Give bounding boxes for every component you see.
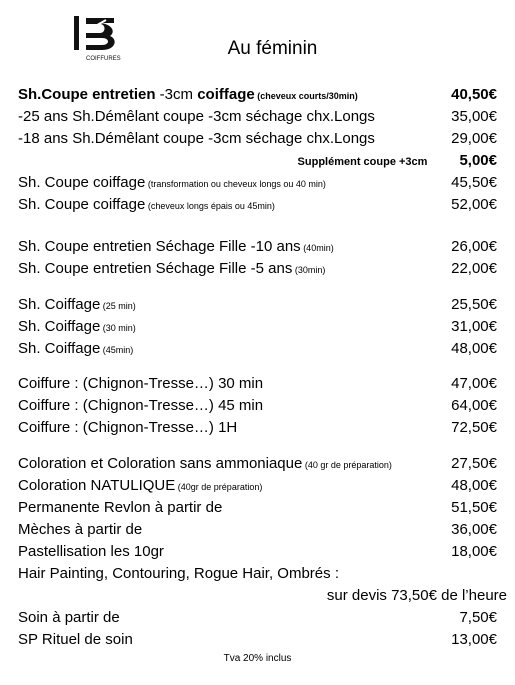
service-label: -25 ans Sh.Démêlant coupe -3cm séchage chx.Longs bbox=[18, 108, 375, 125]
service-price: 26,00€ bbox=[451, 238, 497, 255]
service-label bbox=[18, 260, 325, 277]
price-row bbox=[18, 340, 497, 362]
service-label bbox=[18, 477, 262, 494]
price-row bbox=[18, 196, 497, 218]
service-detail: -3cm bbox=[155, 86, 198, 103]
price-row bbox=[18, 130, 497, 152]
service-name: coiffage bbox=[197, 86, 255, 103]
supplement-row bbox=[18, 152, 497, 172]
service-price: 36,00€ bbox=[451, 521, 497, 538]
price-row bbox=[18, 609, 497, 631]
price-row bbox=[18, 86, 497, 108]
service-name: Sh. Coupe coiffage bbox=[18, 174, 146, 191]
price-row bbox=[18, 375, 497, 397]
price-row bbox=[18, 543, 497, 565]
service-price: 48,00€ bbox=[451, 340, 497, 357]
service-label bbox=[18, 238, 334, 255]
service-label: Coiffure : (Chignon-Tresse…) 30 min bbox=[18, 375, 264, 392]
tax-note: Tva 20% inclus bbox=[223, 653, 292, 664]
service-label: SP Rituel de soin bbox=[18, 631, 133, 648]
service-label: Pastellisation les 10gr bbox=[18, 543, 164, 560]
price-row bbox=[18, 521, 497, 543]
service-note: (40gr de préparation) bbox=[175, 482, 263, 492]
service-name: Sh. Coiffage bbox=[18, 340, 101, 357]
service-label bbox=[18, 318, 136, 335]
service-label bbox=[18, 174, 326, 191]
service-label: Soin à partir de bbox=[18, 609, 120, 626]
service-note: (cheveux courts/30min) bbox=[254, 91, 358, 101]
service-name: Sh. Coiffage bbox=[18, 296, 101, 313]
price-row bbox=[18, 565, 497, 587]
service-price: 51,50€ bbox=[451, 499, 497, 516]
service-note: (30min) bbox=[292, 265, 326, 275]
price-row bbox=[18, 108, 497, 130]
price-row bbox=[18, 174, 497, 196]
service-price: 40,50€ bbox=[451, 86, 497, 103]
service-label: Coiffure : (Chignon-Tresse…) 45 min bbox=[18, 397, 264, 414]
service-name: Sh. Coupe entretien Séchage Fille -10 ans bbox=[18, 238, 301, 255]
price-row bbox=[18, 631, 497, 653]
supplement-label: Supplément coupe +3cm bbox=[297, 156, 428, 168]
price-row bbox=[18, 477, 497, 499]
service-note: (30 min) bbox=[100, 323, 136, 333]
service-name: Sh. Coupe entretien Séchage Fille -5 ans bbox=[18, 260, 293, 277]
service-price: 22,00€ bbox=[451, 260, 497, 277]
service-price: 31,00€ bbox=[451, 318, 497, 335]
service-price: 64,00€ bbox=[451, 397, 497, 414]
service-note: (40 gr de préparation) bbox=[302, 460, 392, 470]
service-note: (cheveux longs épais ou 45min) bbox=[145, 201, 275, 211]
price-row bbox=[18, 455, 497, 477]
price-row bbox=[18, 296, 497, 318]
service-price: 35,00€ bbox=[451, 108, 497, 125]
service-price: 13,00€ bbox=[451, 631, 497, 648]
service-label: Permanente Revlon à partir de bbox=[18, 499, 223, 516]
service-price: 48,00€ bbox=[451, 477, 497, 494]
price-row bbox=[18, 238, 497, 260]
service-label bbox=[18, 296, 136, 313]
service-label: Mèches à partir de bbox=[18, 521, 143, 538]
service-price: 27,50€ bbox=[451, 455, 497, 472]
service-name: Coloration NATULIQUE bbox=[18, 477, 176, 494]
service-price: 72,50€ bbox=[451, 419, 497, 436]
service-price: 25,50€ bbox=[451, 296, 497, 313]
price-row bbox=[18, 499, 497, 521]
service-label: Hair Painting, Contouring, Rogue Hair, Ombrés : bbox=[18, 565, 339, 582]
service-label: Coiffure : (Chignon-Tresse…) 1H bbox=[18, 419, 238, 436]
price-row bbox=[18, 419, 497, 441]
service-price: 18,00€ bbox=[451, 543, 497, 560]
price-row bbox=[18, 260, 497, 282]
service-price: 52,00€ bbox=[451, 196, 497, 213]
service-price: 7,50€ bbox=[459, 609, 497, 626]
price-row bbox=[18, 318, 497, 340]
service-price: 29,00€ bbox=[451, 130, 497, 147]
service-note: (40min) bbox=[300, 243, 334, 253]
service-name: Sh. Coupe coiffage bbox=[18, 196, 146, 213]
supplement-price: 5,00€ bbox=[459, 152, 497, 169]
service-label bbox=[18, 196, 275, 213]
logo-subtitle: COIFFURES bbox=[86, 56, 121, 62]
service-name: Sh. Coiffage bbox=[18, 318, 101, 335]
service-note: (25 min) bbox=[100, 301, 136, 311]
service-name: Coloration et Coloration sans ammoniaque bbox=[18, 455, 303, 472]
service-label bbox=[18, 455, 392, 472]
price-row bbox=[18, 397, 497, 419]
service-price: 45,50€ bbox=[451, 174, 497, 191]
service-label: -18 ans Sh.Démêlant coupe -3cm séchage chx.Longs bbox=[18, 130, 375, 147]
page-title: Au féminin bbox=[227, 38, 318, 59]
service-note: (45min) bbox=[100, 345, 134, 355]
service-price: 47,00€ bbox=[451, 375, 497, 392]
service-label bbox=[18, 340, 133, 357]
service-note: (transformation ou cheveux longs ou 40 min) bbox=[145, 179, 326, 189]
service-name: Sh.Coupe entretien bbox=[18, 86, 156, 103]
quote-note: sur devis 73,50€ de l’heure bbox=[326, 587, 507, 604]
service-label bbox=[18, 86, 358, 103]
